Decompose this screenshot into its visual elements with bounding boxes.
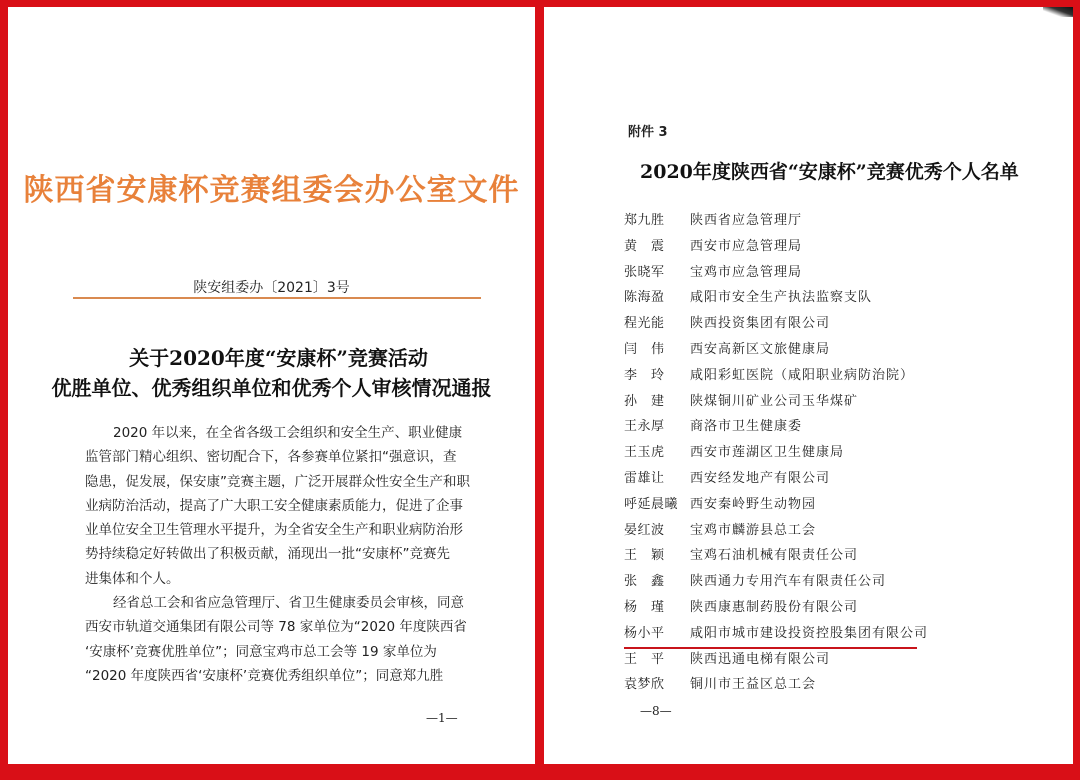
body-line: 2020 年以来，在全省各级工会组织和安全生产、职业健康 xyxy=(113,425,463,441)
person-name: 张 鑫 xyxy=(624,574,665,590)
document-title xyxy=(8,343,535,403)
list-item xyxy=(624,466,1024,492)
document-page-left xyxy=(8,7,535,764)
organization: 陕西康惠制药股份有限公司 xyxy=(690,599,859,615)
person-name: 晏红波 xyxy=(624,522,665,538)
person-name: 李 玲 xyxy=(624,367,665,383)
list-item xyxy=(624,440,1024,466)
list-item xyxy=(624,208,1024,234)
organization: 陕西省应急管理厅 xyxy=(690,213,803,228)
list-item xyxy=(624,337,1024,363)
organization: 西安市莲湖区卫生健康局 xyxy=(690,445,845,461)
person-name: 闫 伟 xyxy=(624,341,665,357)
person-name: 王 颖 xyxy=(624,548,665,564)
organization: 宝鸡石油机械有限责任公司 xyxy=(690,548,859,564)
person-name: 张晓军 xyxy=(624,264,665,280)
person-name: 陈海盈 xyxy=(624,290,665,306)
list-item xyxy=(624,672,1024,698)
list-item xyxy=(624,647,1024,673)
organization: 宝鸡市应急管理局 xyxy=(690,264,803,280)
body-line: 监管部门精心组织、密切配合下，各参赛单位紧扣“强意识，查 xyxy=(85,449,457,466)
document-page-right xyxy=(544,7,1073,764)
document-body xyxy=(85,421,485,688)
list-item xyxy=(624,595,1024,621)
page-number: —1— xyxy=(426,711,458,725)
honoree-list xyxy=(624,208,1024,698)
organization: 西安秦岭野生动物园 xyxy=(690,496,817,512)
person-name: 呼延晨曦 xyxy=(624,496,679,512)
body-line: 西安市轨道交通集团有限公司等 78 家单位为“2020 年度陕西省 xyxy=(85,619,467,636)
person-name: 杨 瑾 xyxy=(624,599,665,615)
organization: 陕西投资集团有限公司 xyxy=(690,316,831,332)
document-number: 陕安组委办〔2021〕3号 xyxy=(193,280,350,296)
body-line: 进集体和个人。 xyxy=(85,570,180,587)
list-item xyxy=(624,260,1024,286)
document-header: 陕西省安康杯竞赛组委会办公室文件 xyxy=(23,173,520,208)
list-item xyxy=(624,543,1024,569)
list-item xyxy=(624,389,1024,415)
person-name: 王永厚 xyxy=(624,419,665,435)
list-item xyxy=(624,569,1024,595)
list-item xyxy=(624,414,1024,440)
list-item xyxy=(624,285,1024,311)
title-line-1: 关于2020年度“安康杯”竞赛活动 xyxy=(129,346,428,370)
organization: 咸阳市安全生产执法监察支队 xyxy=(690,290,873,306)
organization: 宝鸡市麟游县总工会 xyxy=(690,522,817,538)
body-line: “2020 年度陕西省‘安康杯’竞赛优秀组织单位”；同意郑九胜 xyxy=(85,667,444,684)
organization: 西安高新区文旅健康局 xyxy=(690,341,831,357)
person-name: 程光能 xyxy=(624,316,665,332)
body-line: 势持续稳定好转做出了积极贡献，涌现出一批“安康杯”竞赛先 xyxy=(85,546,450,563)
person-name: 孙 建 xyxy=(624,393,665,409)
organization: 铜川市王益区总工会 xyxy=(690,677,817,693)
body-line: 经省总工会和省应急管理厅、省卫生健康委员会审核，同意 xyxy=(113,595,464,612)
list-item xyxy=(624,363,1024,389)
organization: 陕煤铜川矿业公司玉华煤矿 xyxy=(690,393,859,409)
list-title: 2020年度陕西省“安康杯”竞赛优秀个人名单 xyxy=(640,161,1019,183)
person-name: 王 平 xyxy=(624,651,665,667)
page-number: —8— xyxy=(640,704,672,718)
body-line: 业病防治活动，提高了广大职工安全健康素质能力，促进了企事 xyxy=(85,497,463,514)
list-item xyxy=(624,311,1024,337)
title-line-2: 优胜单位、优秀组织单位和优秀个人审核情况通报 xyxy=(51,376,492,400)
organization: 商洛市卫生健康委 xyxy=(690,419,803,435)
person-name: 郑九胜 xyxy=(624,213,665,228)
organization: 西安经发地产有限公司 xyxy=(690,470,831,486)
organization: 陕西迅通电梯有限公司 xyxy=(690,651,831,667)
list-item-highlighted xyxy=(624,621,1024,647)
body-line: 隐患，促发展，保安康”竞赛主题，广泛开展群众性安全生产和职 xyxy=(85,473,470,490)
list-item xyxy=(624,518,1024,544)
organization: 咸阳彩虹医院（咸阳职业病防治院） xyxy=(690,367,915,383)
person-name: 袁梦欣 xyxy=(624,677,665,693)
person-name: 王玉虎 xyxy=(624,445,665,461)
header-divider xyxy=(73,297,481,299)
list-item xyxy=(624,234,1024,260)
organization: 陕西通力专用汽车有限责任公司 xyxy=(690,574,887,590)
organization: 西安市应急管理局 xyxy=(690,238,803,254)
organization: 咸阳市城市建设投资控股集团有限公司 xyxy=(690,625,929,641)
person-name: 雷雄让 xyxy=(624,470,665,486)
person-name: 杨小平 xyxy=(624,625,665,641)
body-line: 业单位安全卫生管理水平提升，为全省安全生产和职业病防治形 xyxy=(85,522,463,539)
person-name: 黄 震 xyxy=(624,238,665,254)
page-corner-shadow xyxy=(1043,7,1073,17)
body-line: ‘安康杯’竞赛优胜单位”；同意宝鸡市总工会等 19 家单位为 xyxy=(85,643,437,660)
attachment-label: 附件 3 xyxy=(628,125,668,140)
list-item xyxy=(624,492,1024,518)
